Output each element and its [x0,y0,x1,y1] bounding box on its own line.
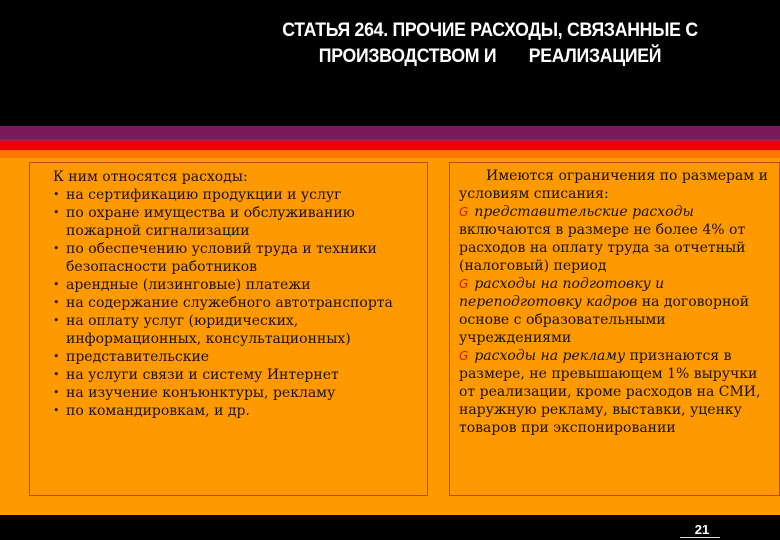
expense-item-label: на содержание служебного автотранспорта [66,295,393,311]
page-number-underline [680,537,720,538]
title-line-1: СТАТЬЯ 264. ПРОЧИЕ РАСХОДЫ, СВЯЗАННЫЕ С [282,20,698,41]
limit-item [459,275,774,347]
expense-item-label: на сертификацию продукции и услуг [66,187,342,203]
expense-item-label: на услуги связи и систему Интернет [66,367,339,383]
expense-item-label: на оплату услуг (юридических, информационных, консультационных) [66,313,351,347]
expenses-intro: К ним относятся расходы: [53,169,248,185]
limits-box [449,162,780,496]
expense-item [52,294,422,312]
bullet-icon: • [53,368,60,381]
decor-band-red [0,142,780,150]
expense-item-label: по обеспечению условий труда и техники безопасности работников [66,241,377,275]
limits-items [459,203,774,437]
footer-bar [0,515,780,540]
limit-item-text: включаются в размере не более 4% от расходов на оплату труда за отчетный (налоговый) период [459,222,746,274]
limits-content [459,167,774,437]
pointer-icon: G [459,205,469,219]
bullet-icon: • [53,242,60,255]
limit-item-text: признаются в размере, не превышающем 1% выручки от реализации, кроме расходов на СМИ, наружную рекламу, выставки, уценку товаров при экспонировании [459,348,761,436]
limit-item-title: расходы на рекламу [474,348,626,364]
expense-item [52,312,422,348]
limit-item-title: представительские расходы [474,204,694,220]
decor-band-purple [0,126,780,139]
expense-item-label: по охране имущества и обслуживанию пожарной сигнализации [66,205,355,239]
title-line-2: ПРОИЗВОДСТВОМ И РЕАЛИЗАЦИЕЙ [318,46,662,67]
bullet-icon: • [53,278,60,291]
expenses-list-box [29,162,428,496]
expense-item [52,348,422,366]
bullet-icon: • [53,188,60,201]
expense-item [52,240,422,276]
bullet-icon: • [53,314,60,327]
page-number: 21 [694,522,710,537]
limits-lead: Имеются ограничения по размерам и условиям списания: [459,168,768,202]
expense-item [52,384,422,402]
expense-item-label: представительские [66,349,210,365]
expense-item-label: по командировкам, и др. [66,403,250,419]
expense-item [52,204,422,240]
expense-item [52,366,422,384]
bullet-icon: • [53,206,60,219]
bullet-icon: • [53,386,60,399]
limit-item-text: на договорной основе с образовательными учреждениями [459,294,750,346]
expense-item-label: арендные (лизинговые) платежи [66,277,311,293]
bullet-icon: • [53,296,60,309]
expense-item [52,186,422,204]
limit-item [459,347,774,437]
bullet-icon: • [53,404,60,417]
pointer-icon: G [459,277,469,291]
limit-item-title: расходы на подготовку и переподготовку кадров [459,276,665,310]
expense-item-label: на изучение конъюнктуры, рекламу [66,385,336,401]
slide-title [258,18,723,70]
expenses-list [52,186,422,420]
decor-band-orange [0,150,780,158]
expense-item [52,276,422,294]
bullet-icon: • [53,350,60,363]
limit-item [459,203,774,275]
pointer-icon: G [459,349,469,363]
expense-item [52,402,422,420]
